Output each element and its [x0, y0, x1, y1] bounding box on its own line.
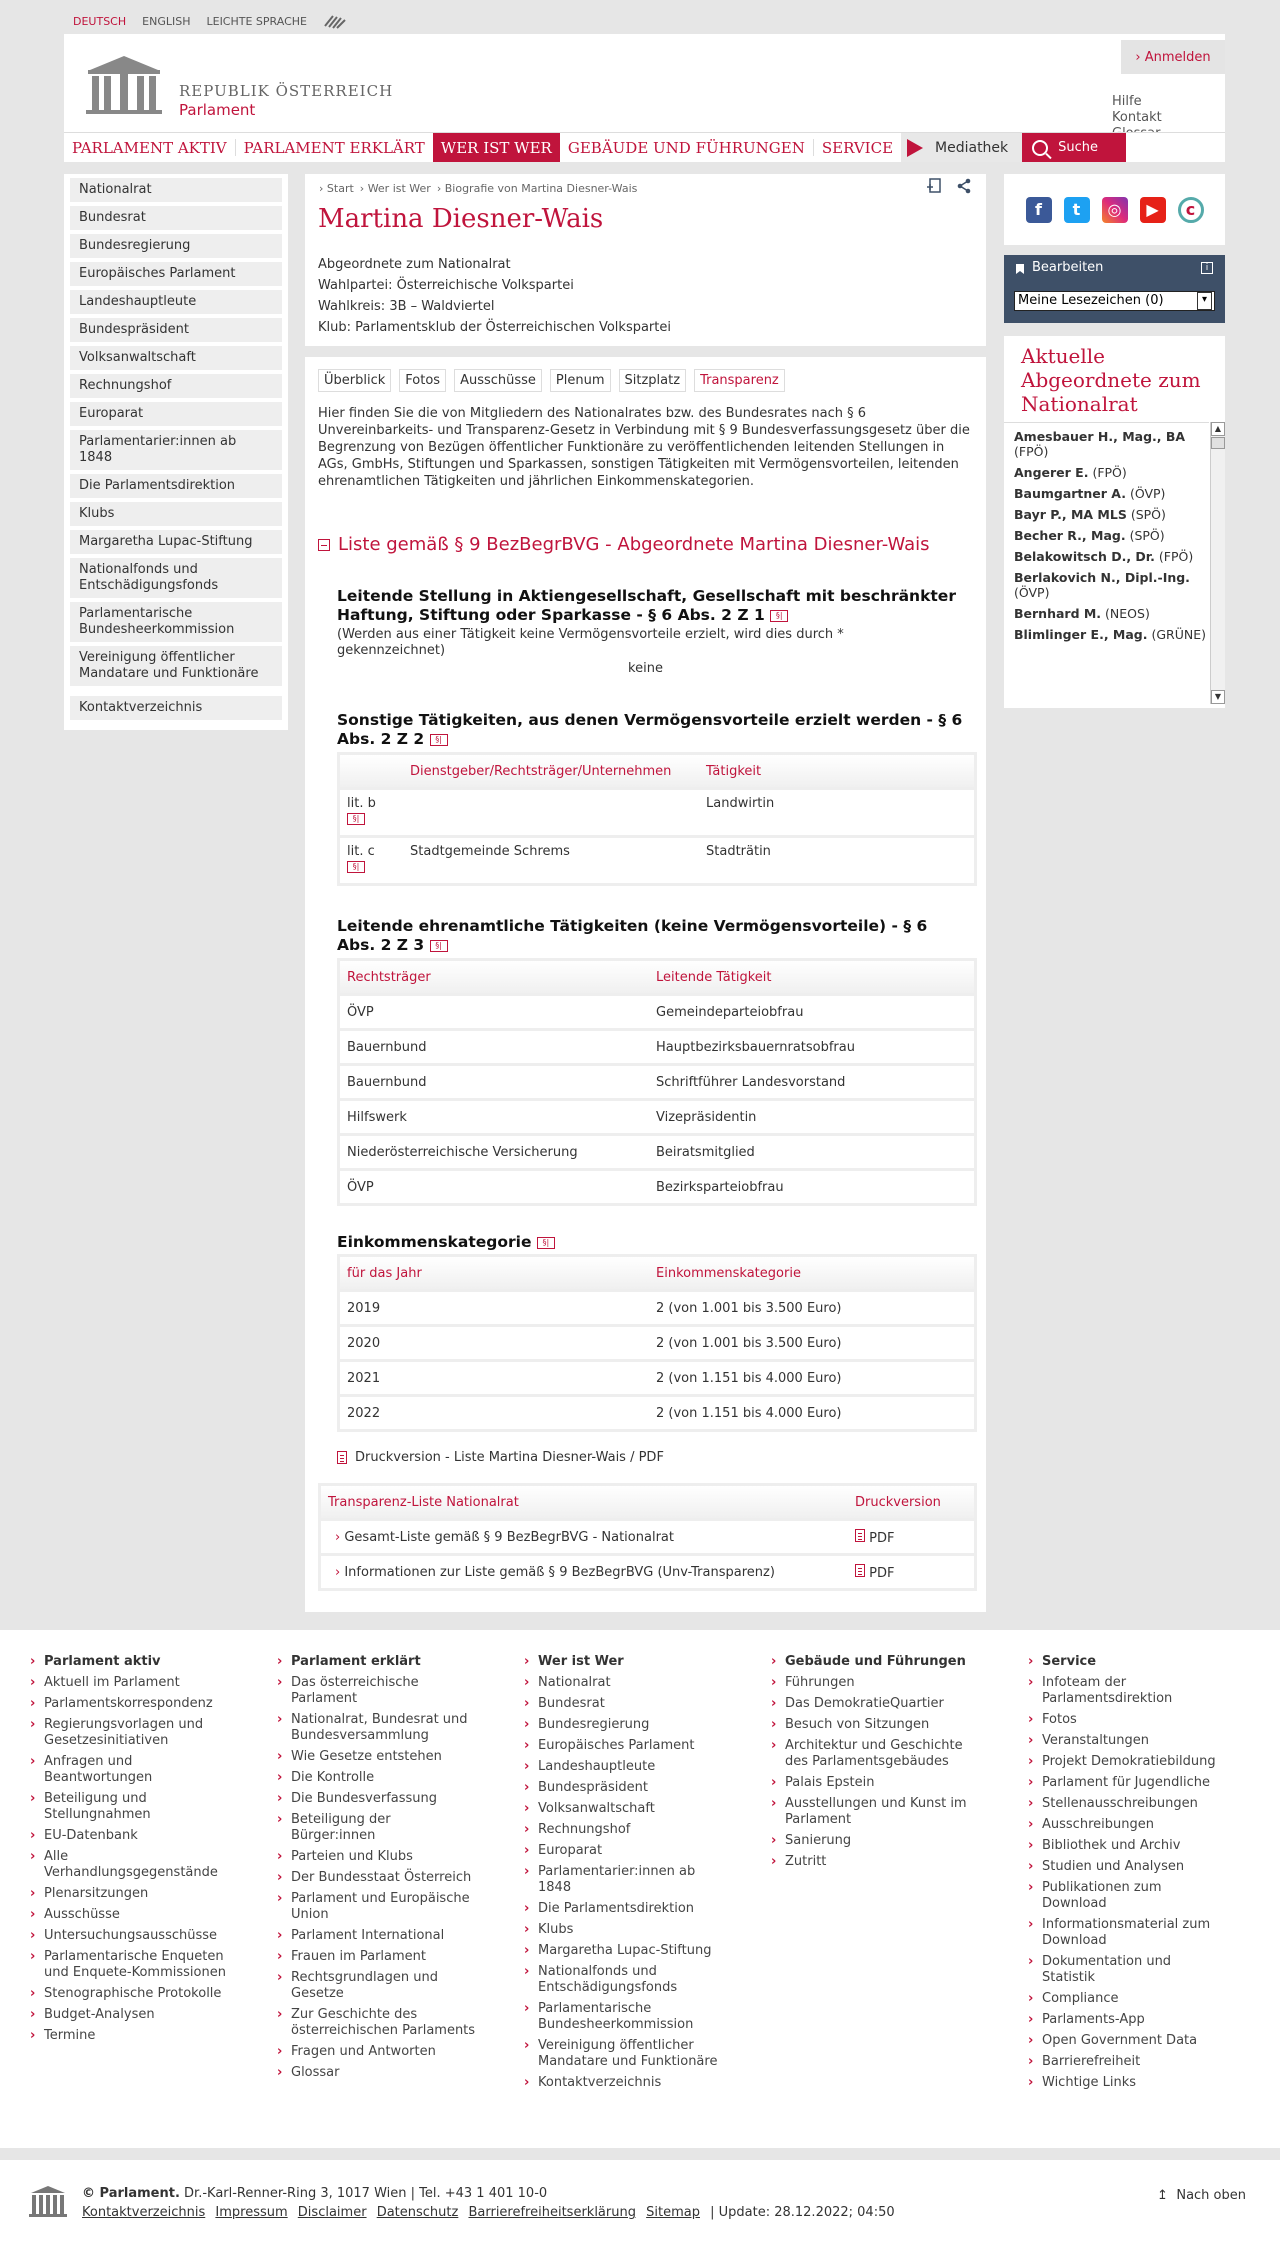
lang-easy[interactable]: LEICHTE SPRACHE: [206, 14, 307, 28]
search-button[interactable]: [1022, 133, 1126, 162]
footer-link[interactable]: › Anfragen und Beantwortungen: [30, 1754, 230, 1786]
pdf-label: PDF: [869, 1530, 895, 1546]
sign-language-icon[interactable]: [323, 12, 349, 30]
footer-link[interactable]: › Die Bundesverfassung: [277, 1791, 477, 1807]
col-category: Einkommenskategorie: [656, 1265, 801, 1281]
footer-link[interactable]: › Stenographische Protokolle: [30, 1986, 230, 2002]
footer-heading[interactable]: › Parlament erklärt: [277, 1654, 477, 1669]
s3-table: [337, 958, 977, 1206]
footer-link[interactable]: › Fotos: [1028, 1712, 1228, 1728]
col-year: für das Jahr: [347, 1265, 422, 1281]
list-link-label: Gesamt-Liste gemäß § 9 BezBegrBVG - Nationalrat: [344, 1529, 674, 1545]
list-item[interactable]: Angerer E. (FPÖ): [1014, 465, 1127, 480]
tab-plenum[interactable]: Plenum: [550, 369, 611, 392]
cell-year: 2021: [347, 1370, 381, 1386]
footer-link[interactable]: › Projekt Demokratiebildung: [1028, 1754, 1228, 1770]
login-label: Anmelden: [1144, 49, 1211, 65]
cell-org: ÖVP: [347, 1004, 374, 1020]
back-to-top-link[interactable]: [1157, 2188, 1246, 2203]
footer-link[interactable]: › Die Kontrolle: [277, 1770, 477, 1786]
intro-text: Hier finden Sie die von Mitgliedern des Nationalrates bzw. des Bundesrates nach § 6 Unvereinbarkeits- und Transparenz-Gesetz in Verbindung mit § 9 Bundesverfassungsgesetz über die Begrenzung von Bezügen öffentlicher Funktionäre zu veröffentlichenden leitenden Stellungen in AGs, GmbHs, Stiftungen und Sparkassen, sonstigen Tätigkeiten mit Vermögensvorteilen, leitenden ehrenamtlichen Tätigkeiten und jährlichen Einkommenskategorien.: [318, 406, 970, 489]
footer-link[interactable]: › Führungen: [771, 1675, 971, 1691]
footer-link[interactable]: › Landeshauptleute: [524, 1759, 724, 1775]
sidebar-item-parlamentsdirektion[interactable]: Die Parlamentsdirektion: [70, 474, 282, 498]
table-row: [340, 1098, 974, 1133]
info-icon[interactable]: §|: [347, 861, 365, 873]
footer-link-disclaimer[interactable]: Disclaimer: [297, 2205, 367, 2220]
person-role: Abgeordnete zum Nationalrat: [318, 257, 511, 272]
col-taetigkeit: Leitende Tätigkeit: [656, 969, 772, 985]
table-row: [321, 1553, 974, 1588]
footer-link[interactable]: › Bibliothek und Archiv: [1028, 1838, 1228, 1854]
cell-year: 2020: [347, 1335, 381, 1351]
footer-heading[interactable]: › Parlament aktiv: [30, 1654, 230, 1669]
footer-link[interactable]: › Untersuchungsausschüsse: [30, 1928, 230, 1944]
col-list: Transparenz-Liste Nationalrat: [328, 1494, 519, 1510]
cell-activity: Schriftführer Landesvorstand: [656, 1074, 846, 1090]
sidebar-item-kontaktverzeichnis[interactable]: Kontaktverzeichnis: [70, 696, 282, 720]
bookmark-icon: [1014, 263, 1026, 275]
s4-heading: [337, 1233, 967, 1252]
mediathek-label: Mediathek: [935, 139, 1009, 156]
table-row: [321, 1518, 974, 1553]
s1-heading: [337, 587, 967, 625]
nav-service[interactable]: SERVICE: [821, 138, 894, 157]
bookmark-panel-title: Bearbeiten: [1032, 260, 1104, 275]
sidebar-item-lupac[interactable]: Margaretha Lupac-Stiftung: [70, 530, 282, 554]
sidebar-item-nationalrat[interactable]: Nationalrat: [70, 178, 282, 202]
lit-label: lit. c: [347, 844, 375, 859]
list-item[interactable]: Belakowitsch D., Dr. (FPÖ): [1014, 549, 1194, 564]
footer-link[interactable]: › Europarat: [524, 1843, 724, 1859]
facebook-icon[interactable]: f: [1026, 197, 1052, 223]
footer-link[interactable]: › Plenarsitzungen: [30, 1886, 230, 1902]
list-item[interactable]: Bayr P., MA MLS (SPÖ): [1014, 507, 1166, 522]
cell-category: 2 (von 1.001 bis 3.500 Euro): [656, 1300, 842, 1316]
print-version-label: Druckversion - Liste Martina Diesner-Wais / PDF: [355, 1450, 664, 1465]
footer-heading[interactable]: › Service: [1028, 1654, 1228, 1669]
footer-link[interactable]: › Regierungsvorlagen und Gesetzesinitiativen: [30, 1717, 230, 1749]
section-title: Liste gemäß § 9 BezBegrBVG - Abgeordnete Martina Diesner-Wais: [338, 534, 930, 555]
table-header: [340, 961, 974, 993]
cell-activity: Beiratsmitglied: [656, 1144, 755, 1160]
footer-link[interactable]: › Veranstaltungen: [1028, 1733, 1228, 1749]
footer-link[interactable]: › Parlamentarische Bundesheerkommission: [524, 2001, 724, 2033]
section-toggle[interactable]: [318, 534, 930, 555]
footer-link-impressum[interactable]: Impressum: [215, 2205, 288, 2220]
collapse-icon: [318, 539, 330, 551]
table-row: [340, 1168, 974, 1203]
footer-link[interactable]: › Studien und Analysen: [1028, 1859, 1228, 1875]
footer-link[interactable]: › Das österreichische Parlament: [277, 1675, 477, 1707]
nav-gebaeude[interactable]: GEBÄUDE UND FÜHRUNGEN: [567, 138, 805, 157]
sidebar-item-nationalfonds[interactable]: Nationalfonds und Entschädigungsfonds: [70, 558, 282, 598]
list-link-label: Informationen zur Liste gemäß § 9 BezBegrBVG (Unv-Transparenz): [344, 1564, 775, 1580]
info-icon[interactable]: §|: [770, 610, 788, 622]
footer-link[interactable]: › Frauen im Parlament: [277, 1949, 477, 1965]
footer-link[interactable]: › Rechnungshof: [524, 1822, 724, 1838]
footer-link[interactable]: › Fragen und Antworten: [277, 2044, 477, 2060]
cell-category: 2 (von 1.151 bis 4.000 Euro): [656, 1405, 842, 1421]
list-item[interactable]: Baumgartner A. (ÖVP): [1014, 486, 1166, 501]
cell-org: Niederösterreichische Versicherung: [347, 1144, 578, 1160]
cell-year: 2022: [347, 1405, 381, 1421]
table-row: [340, 1394, 974, 1429]
footer-link-sitemap[interactable]: Sitemap: [646, 2205, 700, 2220]
cell-activity: Bezirksparteiobfrau: [656, 1179, 784, 1195]
footer-link[interactable]: › Parlaments-App: [1028, 2012, 1228, 2028]
footer-link[interactable]: › Open Government Data: [1028, 2033, 1228, 2049]
cell-org: Bauernbund: [347, 1074, 427, 1090]
list-item[interactable]: Berlakovich N., Dipl.-Ing. (ÖVP): [1014, 570, 1190, 600]
footer-link[interactable]: › Besuch von Sitzungen: [771, 1717, 971, 1733]
footer-info: [82, 2184, 895, 2222]
footer-link[interactable]: › Beteiligung und Stellungnahmen: [30, 1791, 230, 1823]
list-item[interactable]: Blimlinger E., Mag. (GRÜNE): [1014, 627, 1207, 642]
footer-link[interactable]: › Bundesregierung: [524, 1717, 724, 1733]
scroll-thumb[interactable]: [1211, 437, 1225, 449]
person-party: Wahlpartei: Österreichische Volkspartei: [318, 278, 574, 293]
bookmark-icon[interactable]: [926, 178, 942, 194]
copyright: © Parlament.: [82, 2186, 180, 2201]
footer-link[interactable]: › Parlament International: [277, 1928, 477, 1944]
table-header: [340, 755, 974, 787]
list-link[interactable]: › Informationen zur Liste gemäß § 9 BezBegrBVG (Unv-Transparenz): [335, 1564, 775, 1580]
arrow-up-icon: ↥: [1157, 2188, 1169, 2203]
quicklink-help[interactable]: Hilfe: [1112, 94, 1142, 109]
footer-link[interactable]: › Stellenausschreibungen: [1028, 1796, 1228, 1812]
breadcrumb-current: › Biografie von Martina Diesner-Wais: [437, 182, 638, 195]
footer-link[interactable]: › Rechtsgrundlagen und Gesetze: [277, 1970, 477, 2002]
instagram-icon[interactable]: ◎: [1102, 197, 1128, 223]
table-header: [321, 1486, 974, 1518]
logo-title: REPUBLIK ÖSTERREICH: [179, 82, 394, 100]
breadcrumb-start[interactable]: › Start: [319, 182, 354, 195]
list-link[interactable]: › Gesamt-Liste gemäß § 9 BezBegrBVG - Nationalrat: [335, 1529, 674, 1545]
table-row: [340, 787, 974, 835]
footer-link[interactable]: › Zur Geschichte des österreichischen Parlaments: [277, 2007, 477, 2039]
parliament-logo: [27, 2184, 69, 2218]
lit-label: lit. b: [347, 796, 376, 811]
col-rechtstraeger: Rechtsträger: [347, 969, 431, 985]
pdf-label: PDF: [869, 1565, 895, 1581]
tab-ueberblick[interactable]: Überblick: [318, 369, 391, 392]
sidebar-item-europarat[interactable]: Europarat: [70, 402, 282, 426]
footer-link[interactable]: › Publikationen zum Download: [1028, 1880, 1228, 1912]
person-info: [318, 254, 671, 338]
sidebar-item-bundespraesident[interactable]: Bundespräsident: [70, 318, 282, 342]
search-label: Suche: [1058, 140, 1099, 155]
cell-org: Bauernbund: [347, 1039, 427, 1055]
page-title: Martina Diesner-Wais: [318, 204, 604, 234]
tab-ausschuesse[interactable]: Ausschüsse: [454, 369, 542, 392]
footer-link[interactable]: › Alle Verhandlungsgegenstände: [30, 1849, 230, 1881]
footer-link[interactable]: › Kontaktverzeichnis: [524, 2075, 724, 2091]
cell-year: 2019: [347, 1300, 381, 1316]
address: Dr.-Karl-Renner-Ring 3, 1017 Wien | Tel. +43 1 401 10-0: [184, 2186, 548, 2201]
col-print: Druckversion: [855, 1494, 941, 1510]
s2-table: [337, 752, 977, 886]
info-icon[interactable]: §|: [430, 734, 448, 746]
tab-transparenz[interactable]: Transparenz: [694, 369, 785, 392]
table-row: [340, 1359, 974, 1394]
scroll-down-icon[interactable]: ▼: [1211, 690, 1225, 704]
info-icon[interactable]: §|: [537, 1237, 555, 1249]
breadcrumb: [319, 182, 637, 195]
s1-note: (Werden aus einer Tätigkeit keine Vermögensvorteile erzielt, wird dies durch * gekennzeichnet): [337, 627, 844, 658]
footer-link[interactable]: › Parlament und Europäische Union: [277, 1891, 477, 1923]
tab-fotos[interactable]: Fotos: [399, 369, 446, 392]
footer-link[interactable]: › EU-Datenbank: [30, 1828, 230, 1844]
sidebar-item-bundesrat[interactable]: Bundesrat: [70, 206, 282, 230]
footer-link[interactable]: › Die Parlamentsdirektion: [524, 1901, 724, 1917]
footer-col-parlament-erklaert: [277, 1654, 477, 2086]
current-members-panel: [1004, 336, 1225, 708]
footer-link[interactable]: › Informationsmaterial zum Download: [1028, 1917, 1228, 1949]
cell-category: 2 (von 1.151 bis 4.000 Euro): [656, 1370, 842, 1386]
footer: [0, 1630, 1280, 2148]
cell-activity: Gemeindeparteiobfrau: [656, 1004, 804, 1020]
profile-card: [305, 174, 986, 346]
footer-col-gebaeude: [771, 1654, 971, 1875]
footer-link[interactable]: › Sanierung: [771, 1833, 971, 1849]
footer-link[interactable]: › Nationalrat, Bundesrat und Bundesversammlung: [277, 1712, 477, 1744]
play-icon: [907, 139, 923, 157]
cell-org: Stadtgemeinde Schrems: [410, 844, 570, 859]
sidebar-item-parlamentarier[interactable]: Parlamentarier:innen ab 1848: [70, 430, 282, 470]
s3-title: Leitende ehrenamtliche Tätigkeiten (keine Vermögensvorteile) - § 6 Abs. 2 Z 3: [337, 917, 928, 954]
footer-link[interactable]: › Barrierefreiheit: [1028, 2054, 1228, 2070]
table-row: [340, 1133, 974, 1168]
pdf-icon: [855, 1564, 865, 1577]
footer-link[interactable]: › Klubs: [524, 1922, 724, 1938]
login-button[interactable]: › Anmelden: [1121, 40, 1225, 74]
cell-org: ÖVP: [347, 1179, 374, 1195]
tab-sitzplatz[interactable]: Sitzplatz: [619, 369, 687, 392]
parliament-logo[interactable]: [80, 54, 168, 114]
profile-tabs: [318, 369, 785, 392]
col-employer: Dienstgeber/Rechtsträger/Unternehmen: [410, 763, 672, 779]
youtube-icon[interactable]: ▶: [1140, 197, 1166, 223]
pdf-link[interactable]: [855, 1529, 894, 1546]
scroll-up-icon[interactable]: ▲: [1211, 422, 1225, 436]
pdf-icon: [337, 1451, 347, 1464]
s1-value: keine: [628, 661, 663, 676]
footer-link[interactable]: › Parlamentarier:innen ab 1848: [524, 1864, 724, 1896]
footer-col-wer-ist-wer: [524, 1654, 724, 2096]
footer-link[interactable]: › Parlamentarische Enqueten und Enquete-Kommissionen: [30, 1949, 230, 1981]
footer-heading[interactable]: › Wer ist Wer: [524, 1654, 724, 1669]
table-row: [340, 1028, 974, 1063]
footer-link[interactable]: › Beteiligung der Bürger:innen: [277, 1812, 477, 1844]
info-icon[interactable]: §|: [347, 813, 365, 825]
table-row: [340, 1063, 974, 1098]
s4-table: [337, 1254, 977, 1432]
footer-link[interactable]: › Parteien und Klubs: [277, 1849, 477, 1865]
footer-link[interactable]: › Wie Gesetze entstehen: [277, 1749, 477, 1765]
footer-link-datenschutz[interactable]: Datenschutz: [376, 2205, 459, 2220]
transparency-list-table: [318, 1483, 977, 1591]
table-row: [340, 993, 974, 1028]
language-bar: [73, 12, 349, 30]
left-sidebar: [64, 174, 288, 730]
search-icon: [1032, 140, 1048, 156]
footer-link[interactable]: › Nationalfonds und Entschädigungsfonds: [524, 1964, 724, 1996]
col-activity: Tätigkeit: [706, 763, 762, 779]
sidebar-item-bundesheerkommission[interactable]: Parlamentarische Bundesheerkommission: [70, 602, 282, 642]
footer-link[interactable]: › Wichtige Links: [1028, 2075, 1228, 2091]
list-item[interactable]: Amesbauer H., Mag., BA (FPÖ): [1014, 429, 1186, 459]
footer-link[interactable]: › Europäisches Parlament: [524, 1738, 724, 1754]
person-district: Wahlkreis: 3B – Waldviertel: [318, 299, 495, 314]
table-row: [340, 1289, 974, 1324]
footer-link[interactable]: › Der Bundesstaat Österreich: [277, 1870, 477, 1886]
sidebar-item-bundesregierung[interactable]: Bundesregierung: [70, 234, 282, 258]
footer-link[interactable]: › Ausschüsse: [30, 1907, 230, 1923]
s2-heading: [337, 711, 967, 749]
sidebar-item-klubs[interactable]: Klubs: [70, 502, 282, 526]
footer-link-kontakt[interactable]: Kontaktverzeichnis: [82, 2205, 206, 2220]
cell-category: 2 (von 1.001 bis 3.500 Euro): [656, 1335, 842, 1351]
members-scrollbar[interactable]: [1210, 422, 1225, 704]
footer-link[interactable]: › Margaretha Lupac-Stiftung: [524, 1943, 724, 1959]
main-nav: [64, 132, 1225, 162]
sidebar-item-rechnungshof[interactable]: Rechnungshof: [70, 374, 282, 398]
footer-col-parlament-aktiv: [30, 1654, 230, 2049]
footer-link[interactable]: › Vereinigung öffentlicher Mandatare und Funktionäre: [524, 2038, 724, 2070]
cell-activity: Vizepräsidentin: [656, 1109, 757, 1125]
nav-parlament-aktiv[interactable]: PARLAMENT AKTIV: [72, 138, 227, 157]
footer-link[interactable]: › Ausstellungen und Kunst im Parlament: [771, 1796, 971, 1828]
footer-link[interactable]: › Palais Epstein: [771, 1775, 971, 1791]
footer-link[interactable]: › Dokumentation und Statistik: [1028, 1954, 1228, 1986]
transparency-card: [305, 357, 986, 1612]
s1-title: Leitende Stellung in Aktiengesellschaft, Gesellschaft mit beschränkter Haftung, Stiftung oder Sparkasse - § 6 Abs. 2 Z 1: [337, 587, 956, 624]
nav-wer-ist-wer[interactable]: WER IST WER: [433, 133, 560, 162]
list-item[interactable]: Bernhard M. (NEOS): [1014, 606, 1150, 621]
list-item[interactable]: Becher R., Mag. (SPÖ): [1014, 528, 1165, 543]
cell-activity: Landwirtin: [706, 796, 775, 811]
cell-activity: Hauptbezirksbauernratsobfrau: [656, 1039, 855, 1055]
table-header: [340, 1257, 974, 1289]
footer-link[interactable]: › Parlamentskorrespondenz: [30, 1696, 230, 1712]
person-club: Klub: Parlamentsklub der Österreichischen Volkspartei: [318, 320, 671, 335]
print-version-link[interactable]: [337, 1450, 664, 1465]
lang-english[interactable]: ENGLISH: [142, 14, 191, 28]
current-members-title: Aktuelle Abgeordnete zum Nationalrat: [1021, 344, 1201, 416]
breadcrumb-wer-ist-wer[interactable]: › Wer ist Wer: [360, 182, 431, 195]
logo-subtitle: Parlament: [179, 101, 256, 119]
bookmark-panel: [1004, 255, 1225, 323]
footer-link[interactable]: › Infoteam der Parlamentsdirektion: [1028, 1675, 1228, 1707]
sidebar-item-vereinigung[interactable]: Vereinigung öffentlicher Mandatare und Funktionäre: [70, 646, 282, 686]
footer-link[interactable]: › Zutritt: [771, 1854, 971, 1870]
footer-link[interactable]: › Architektur und Geschichte des Parlamentsgebäudes: [771, 1738, 971, 1770]
twitter-icon[interactable]: t: [1064, 197, 1090, 223]
footer-link[interactable]: › Budget-Analysen: [30, 2007, 230, 2023]
info-icon[interactable]: i: [1201, 262, 1213, 274]
footer-link[interactable]: › Bundespräsident: [524, 1780, 724, 1796]
bottom-bar: [0, 2160, 1280, 2242]
members-list: [1004, 422, 1209, 704]
share-icon[interactable]: [956, 178, 972, 194]
footer-link[interactable]: › Parlament für Jugendliche: [1028, 1775, 1228, 1791]
mediathek-button[interactable]: [901, 133, 1022, 162]
footer-heading[interactable]: › Gebäude und Führungen: [771, 1654, 971, 1669]
s4-title: Einkommenskategorie: [337, 1233, 532, 1251]
footer-link[interactable]: › Glossar: [277, 2065, 477, 2081]
lang-german[interactable]: DEUTSCH: [73, 14, 127, 28]
app-icon[interactable]: c: [1178, 197, 1204, 223]
pdf-icon: [855, 1529, 865, 1542]
footer-link[interactable]: › Ausschreibungen: [1028, 1817, 1228, 1833]
update-stamp: | Update: 28.12.2022; 04:50: [710, 2205, 895, 2220]
table-row: [340, 1324, 974, 1359]
footer-link[interactable]: › Bundesrat: [524, 1696, 724, 1712]
sidebar-item-volksanwaltschaft[interactable]: Volksanwaltschaft: [70, 346, 282, 370]
sidebar-item-eu-parlament[interactable]: Europäisches Parlament: [70, 262, 282, 286]
social-links: [1004, 174, 1225, 245]
back-to-top-label: Nach oben: [1176, 2188, 1246, 2203]
page-tools: [926, 178, 972, 194]
cell-activity: Stadträtin: [706, 844, 771, 859]
table-row: [340, 835, 974, 883]
footer-link[interactable]: › Compliance: [1028, 1991, 1228, 2007]
s3-heading: [337, 917, 967, 955]
quicklink-contact[interactable]: Kontakt: [1112, 110, 1162, 125]
s2-title: Sonstige Tätigkeiten, aus denen Vermögensvorteile erzielt werden - § 6 Abs. 2 Z 2: [337, 711, 963, 748]
footer-link[interactable]: › Das DemokratieQuartier: [771, 1696, 971, 1712]
footer-link[interactable]: › Volksanwaltschaft: [524, 1801, 724, 1817]
bookmarks-select[interactable]: Meine Lesezeichen (0) ▾: [1014, 291, 1215, 311]
footer-link[interactable]: › Termine: [30, 2028, 230, 2044]
nav-parlament-erklaert[interactable]: PARLAMENT ERKLÄRT: [243, 138, 425, 157]
cell-org: Hilfswerk: [347, 1109, 407, 1125]
footer-link-barrierefreiheit[interactable]: Barrierefreiheitserklärung: [468, 2205, 636, 2220]
pdf-link[interactable]: [855, 1564, 894, 1581]
footer-link[interactable]: › Nationalrat: [524, 1675, 724, 1691]
info-icon[interactable]: §|: [430, 940, 448, 952]
footer-link[interactable]: › Aktuell im Parlament: [30, 1675, 230, 1691]
footer-col-service: [1028, 1654, 1228, 2096]
sidebar-item-landeshauptleute[interactable]: Landeshauptleute: [70, 290, 282, 314]
